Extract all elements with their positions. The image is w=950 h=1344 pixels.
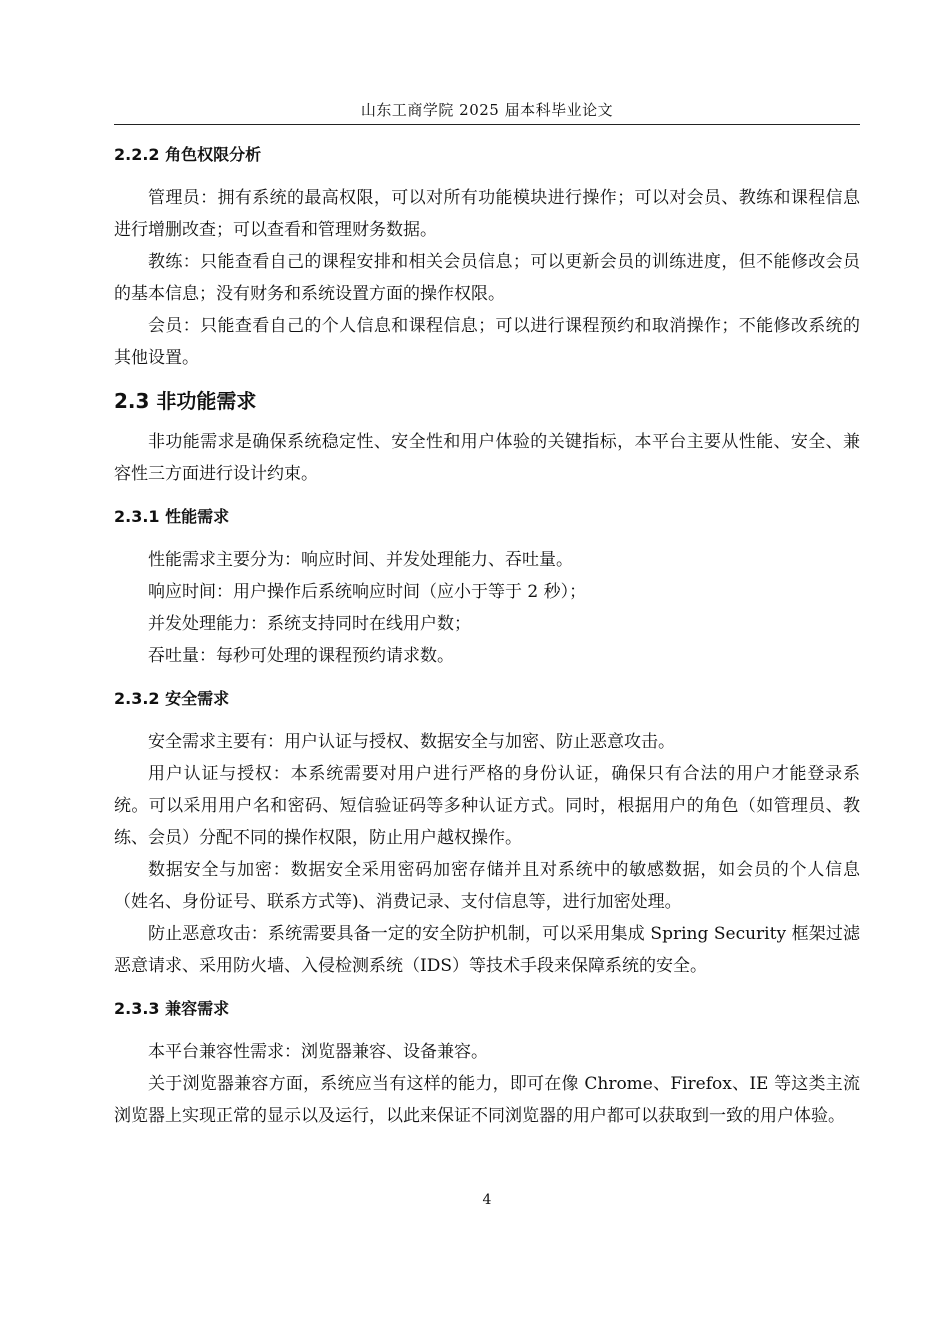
paragraph-admin-role: 管理员：拥有系统的最高权限，可以对所有功能模块进行操作；可以对会员、教练和课程信息进行增删改查；可以查看和管理财务数据。 xyxy=(114,188,860,240)
paragraph-throughput: 吞吐量：每秒可处理的课程预约请求数。 xyxy=(148,646,454,666)
paragraph-response-time: 响应时间：用户操作后系统响应时间（应小于等于 2 秒）； xyxy=(148,582,587,602)
paragraph-attack-prevention: 防止恶意攻击：系统需要具备一定的安全防护机制，可以采用集成 Spring Security 框架过滤恶意请求、采用防火墙、入侵检测系统（IDS）等技术手段来保障系统的安全。 xyxy=(114,924,860,976)
paragraph-browser-compatibility: 关于浏览器兼容方面，系统应当有这样的能力，即可在像 Chrome、Firefox、IE 等这类主流浏览器上实现正常的显示以及运行，以此来保证不同浏览器的用户都可以获取到一致的用户体验。 xyxy=(114,1074,860,1126)
heading-2-3-1: 2.3.1 性能需求 xyxy=(114,507,230,526)
heading-2-3-2: 2.3.2 安全需求 xyxy=(114,689,230,708)
paragraph-security-summary: 安全需求主要有：用户认证与授权、数据安全与加密、防止恶意攻击。 xyxy=(148,732,675,752)
page-number: 4 xyxy=(482,1192,492,1208)
page-body xyxy=(114,140,860,1132)
paragraph-nonfunctional-intro: 非功能需求是确保系统稳定性、安全性和用户体验的关键指标，本平台主要从性能、安全、兼容性三方面进行设计约束。 xyxy=(114,432,860,484)
paragraph-data-encryption: 数据安全与加密：数据安全采用密码加密存储并且对系统中的敏感数据，如会员的个人信息（姓名、身份证号、联系方式等)、消费记录、支付信息等，进行加密处理。 xyxy=(114,860,860,912)
paragraph-authentication: 用户认证与授权：本系统需要对用户进行严格的身份认证，确保只有合法的用户才能登录系统。可以采用用户名和密码、短信验证码等多种认证方式。同时，根据用户的角色（如管理员、教练、会员）分配不同的操作权限，防止用户越权操作。 xyxy=(114,764,860,848)
running-header: 山东工商学院 2025 届本科毕业论文 xyxy=(360,101,614,119)
heading-2-3: 2.3 非功能需求 xyxy=(114,389,257,413)
paragraph-coach-role: 教练：只能查看自己的课程安排和相关会员信息；可以更新会员的训练进度，但不能修改会员的基本信息；没有财务和系统设置方面的操作权限。 xyxy=(114,252,860,304)
paragraph-compatibility-summary: 本平台兼容性需求：浏览器兼容、设备兼容。 xyxy=(148,1042,488,1062)
header-divider xyxy=(114,124,860,125)
heading-2-3-3: 2.3.3 兼容需求 xyxy=(114,999,230,1018)
paragraph-concurrency: 并发处理能力：系统支持同时在线用户数； xyxy=(148,614,471,634)
paragraph-performance-summary: 性能需求主要分为：响应时间、并发处理能力、吞吐量。 xyxy=(148,550,573,570)
paragraph-member-role: 会员：只能查看自己的个人信息和课程信息；可以进行课程预约和取消操作；不能修改系统的其他设置。 xyxy=(114,316,860,368)
heading-2-2-2: 2.2.2 角色权限分析 xyxy=(114,145,262,164)
